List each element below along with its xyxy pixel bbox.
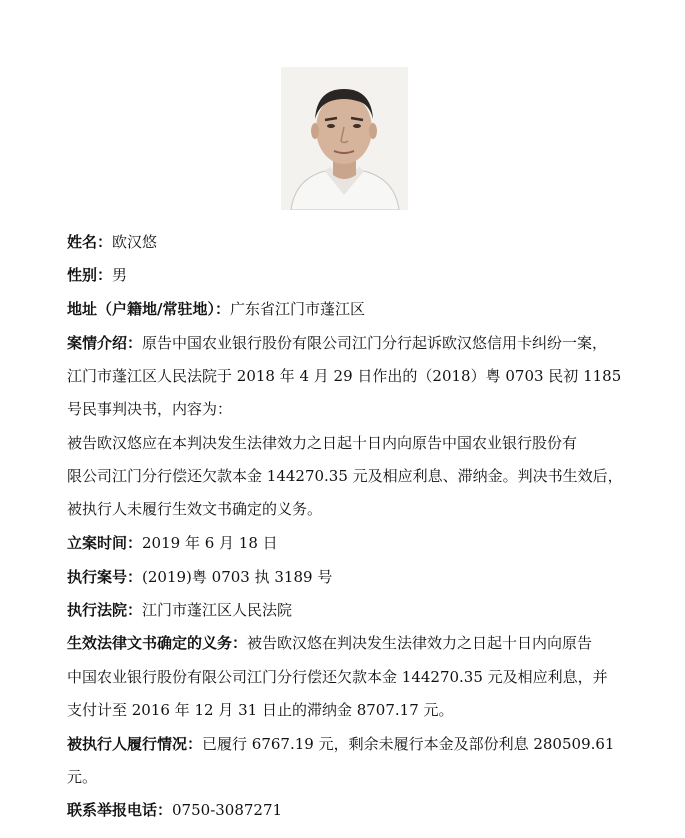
court-label: 执行法院： [67, 601, 143, 619]
obligation-label: 生效法律文书确定的义务： [67, 634, 248, 652]
name-value: 欧汉悠 [112, 233, 158, 251]
gender-value: 男 [112, 266, 128, 284]
case-intro-label: 案情介绍： [67, 334, 143, 352]
case-intro-line-1: 原告中国农业银行股份有限公司江门分行起诉欧汉悠信用卡纠纷一案， [142, 334, 608, 352]
performance-line-1: 已履行 6767.19 元，剩余未履行本金及部份利息 280509.61 [202, 735, 615, 753]
obligation-row [67, 627, 637, 660]
case-intro-line-6: 被执行人未履行生效文书确定的义务。 [67, 500, 323, 518]
obligation-line-1: 被告欧汉悠在判决发生法律效力之日起十日内向原告 [247, 634, 593, 652]
court-value: 江门市蓬江区人民法院 [142, 601, 293, 619]
case-intro-line-2: 江门市蓬江区人民法院于 2018 年 4 月 29 日作出的（2018）粤 0703 民初 1185 [67, 367, 622, 385]
contact-label: 联系举报电话： [67, 801, 173, 819]
case-number-label: 执行案号： [67, 568, 143, 586]
filing-date-row [67, 527, 637, 560]
name-label: 姓名： [67, 233, 113, 251]
address-row [67, 293, 637, 326]
filing-date-value: 2019 年 6 月 18 日 [142, 534, 278, 552]
filing-date-label: 立案时间： [67, 534, 143, 552]
case-intro-line-5: 限公司江门分行偿还欠款本金 144270.35 元及相应利息、滞纳金。判决书生效后， [67, 467, 623, 485]
performance-line-2: 元。 [67, 768, 98, 786]
performance-label: 被执行人履行情况： [67, 735, 203, 753]
case-intro-line-3: 号民事判决书，内容为： [67, 400, 233, 418]
obligation-line-3: 支付计至 2016 年 12 月 31 日止的滞纳金 8707.17 元。 [67, 701, 454, 719]
address-label: 地址（户籍地/常驻地）： [67, 300, 230, 318]
case-number-row [67, 561, 637, 594]
name-row [67, 226, 637, 259]
case-number-value: (2019)粤 0703 执 3189 号 [142, 568, 333, 586]
contact-row [67, 794, 637, 827]
gender-row [67, 259, 637, 292]
court-row [67, 594, 637, 627]
address-value: 广东省江门市蓬江区 [229, 300, 365, 318]
case-intro-line-4: 被告欧汉悠应在本判决发生法律效力之日起十日内向原告中国农业银行股份有 [67, 434, 578, 452]
gender-label: 性别： [67, 266, 113, 284]
case-intro-row [67, 327, 637, 360]
obligation-line-2: 中国农业银行股份有限公司江门分行偿还欠款本金 144270.35 元及相应利息，并 [67, 668, 608, 686]
portrait-photo [281, 67, 408, 210]
performance-row [67, 728, 637, 761]
contact-phone: 0750-3087271 [172, 801, 283, 819]
